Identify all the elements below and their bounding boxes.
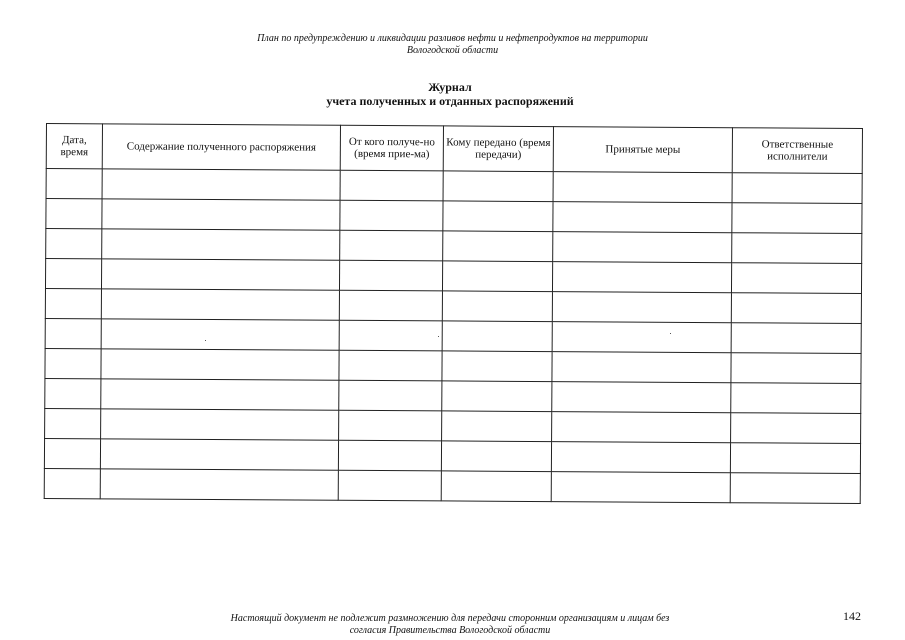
table-cell <box>732 233 862 264</box>
table-cell <box>443 171 553 202</box>
table-cell <box>44 438 100 468</box>
table-cell <box>731 383 861 414</box>
journal-title-line-2: учета полученных и отданных распоряжений <box>326 94 574 108</box>
table-cell <box>339 320 442 351</box>
column-header-measures-taken: Принятые меры <box>553 127 732 173</box>
table-row <box>46 229 862 264</box>
table-row <box>45 378 861 413</box>
table-row <box>44 438 860 473</box>
table-cell <box>338 470 441 501</box>
table-cell <box>731 353 861 384</box>
scan-speck <box>670 333 671 334</box>
document-header <box>190 33 715 57</box>
table-cell <box>553 172 732 203</box>
table-cell <box>442 291 552 322</box>
table-cell <box>552 352 731 383</box>
table-header-row <box>46 124 862 174</box>
table-row <box>46 169 862 204</box>
table-cell <box>100 469 338 500</box>
table-cell <box>101 259 339 290</box>
table-cell <box>46 199 102 229</box>
table-cell <box>441 471 551 502</box>
table-cell <box>45 378 101 408</box>
table-cell <box>100 439 338 470</box>
scan-speck <box>438 336 439 337</box>
column-header-passed-to: Кому передано (время передачи) <box>443 126 553 172</box>
table-cell <box>102 229 340 260</box>
table-cell <box>340 170 443 201</box>
table-cell <box>102 169 340 200</box>
header-line-2: Вологодской области <box>406 45 499 56</box>
table-cell <box>552 292 731 323</box>
table-row <box>45 408 861 443</box>
table-cell <box>101 289 339 320</box>
table-cell <box>46 229 102 259</box>
table-cell <box>552 382 731 413</box>
table-cell <box>45 348 101 378</box>
table-cell <box>730 443 860 474</box>
table-cell <box>442 321 552 352</box>
table-cell <box>442 261 552 292</box>
table-row <box>45 348 861 383</box>
table-row <box>45 288 861 323</box>
table-cell <box>442 351 552 382</box>
table-cell <box>45 318 101 348</box>
table-row <box>45 259 861 294</box>
table-cell <box>551 442 730 473</box>
table-cell <box>339 380 442 411</box>
table-cell <box>338 440 441 471</box>
table-cell <box>45 288 101 318</box>
table-cell <box>731 293 861 324</box>
footer-line-1: Настоящий документ не подлежит размножению для передачи сторонним организациям и лицам без <box>230 613 670 624</box>
header-line-1: План по предупреждению и ликвидации разливов нефти и нефтепродуктов на территории <box>257 33 648 44</box>
table-cell <box>443 231 553 262</box>
scan-speck <box>205 340 206 341</box>
table-cell <box>442 381 552 412</box>
column-header-date: Дата, время <box>46 124 102 169</box>
table-cell <box>340 200 443 231</box>
table-cell <box>45 259 101 289</box>
column-header-responsible: Ответственные исполнители <box>732 128 862 174</box>
table-cell <box>552 322 731 353</box>
table-cell <box>552 412 731 443</box>
table-cell <box>101 379 339 410</box>
table-cell <box>443 201 553 232</box>
table-cell <box>553 232 732 263</box>
table-cell <box>731 413 861 444</box>
document-footer <box>200 613 700 637</box>
table-cell <box>101 349 339 380</box>
table-cell <box>441 441 551 472</box>
table-cell <box>731 263 861 294</box>
table-cell <box>340 230 443 261</box>
table-row <box>44 468 860 503</box>
table-cell <box>732 203 862 234</box>
table-cell <box>551 472 730 503</box>
table-cell <box>339 410 442 441</box>
table-body <box>44 169 862 504</box>
table-cell <box>553 202 732 233</box>
table-row <box>45 318 861 353</box>
table-cell <box>45 408 101 438</box>
table-cell <box>101 319 339 350</box>
table-cell <box>339 290 442 321</box>
journal-title <box>250 80 650 108</box>
table-cell <box>44 468 100 498</box>
page-number: 142 <box>843 609 861 623</box>
table-cell <box>442 411 552 442</box>
table-row <box>46 199 862 234</box>
table-cell <box>46 169 102 199</box>
footer-line-2: согласия Правительства Вологодской области <box>349 625 551 636</box>
table-cell <box>731 323 861 354</box>
table-cell <box>732 173 862 204</box>
table-cell <box>730 473 860 504</box>
column-header-received-from: От кого получе-но (время прие-ма) <box>340 125 443 171</box>
journal-title-line-1: Журнал <box>428 80 472 94</box>
table-cell <box>339 260 442 291</box>
column-header-order-content: Содержание полученного распоряжения <box>102 124 340 170</box>
table-cell <box>552 262 731 293</box>
orders-log-table <box>44 123 863 504</box>
table-cell <box>102 199 340 230</box>
table-cell <box>339 350 442 381</box>
table-cell <box>101 409 339 440</box>
